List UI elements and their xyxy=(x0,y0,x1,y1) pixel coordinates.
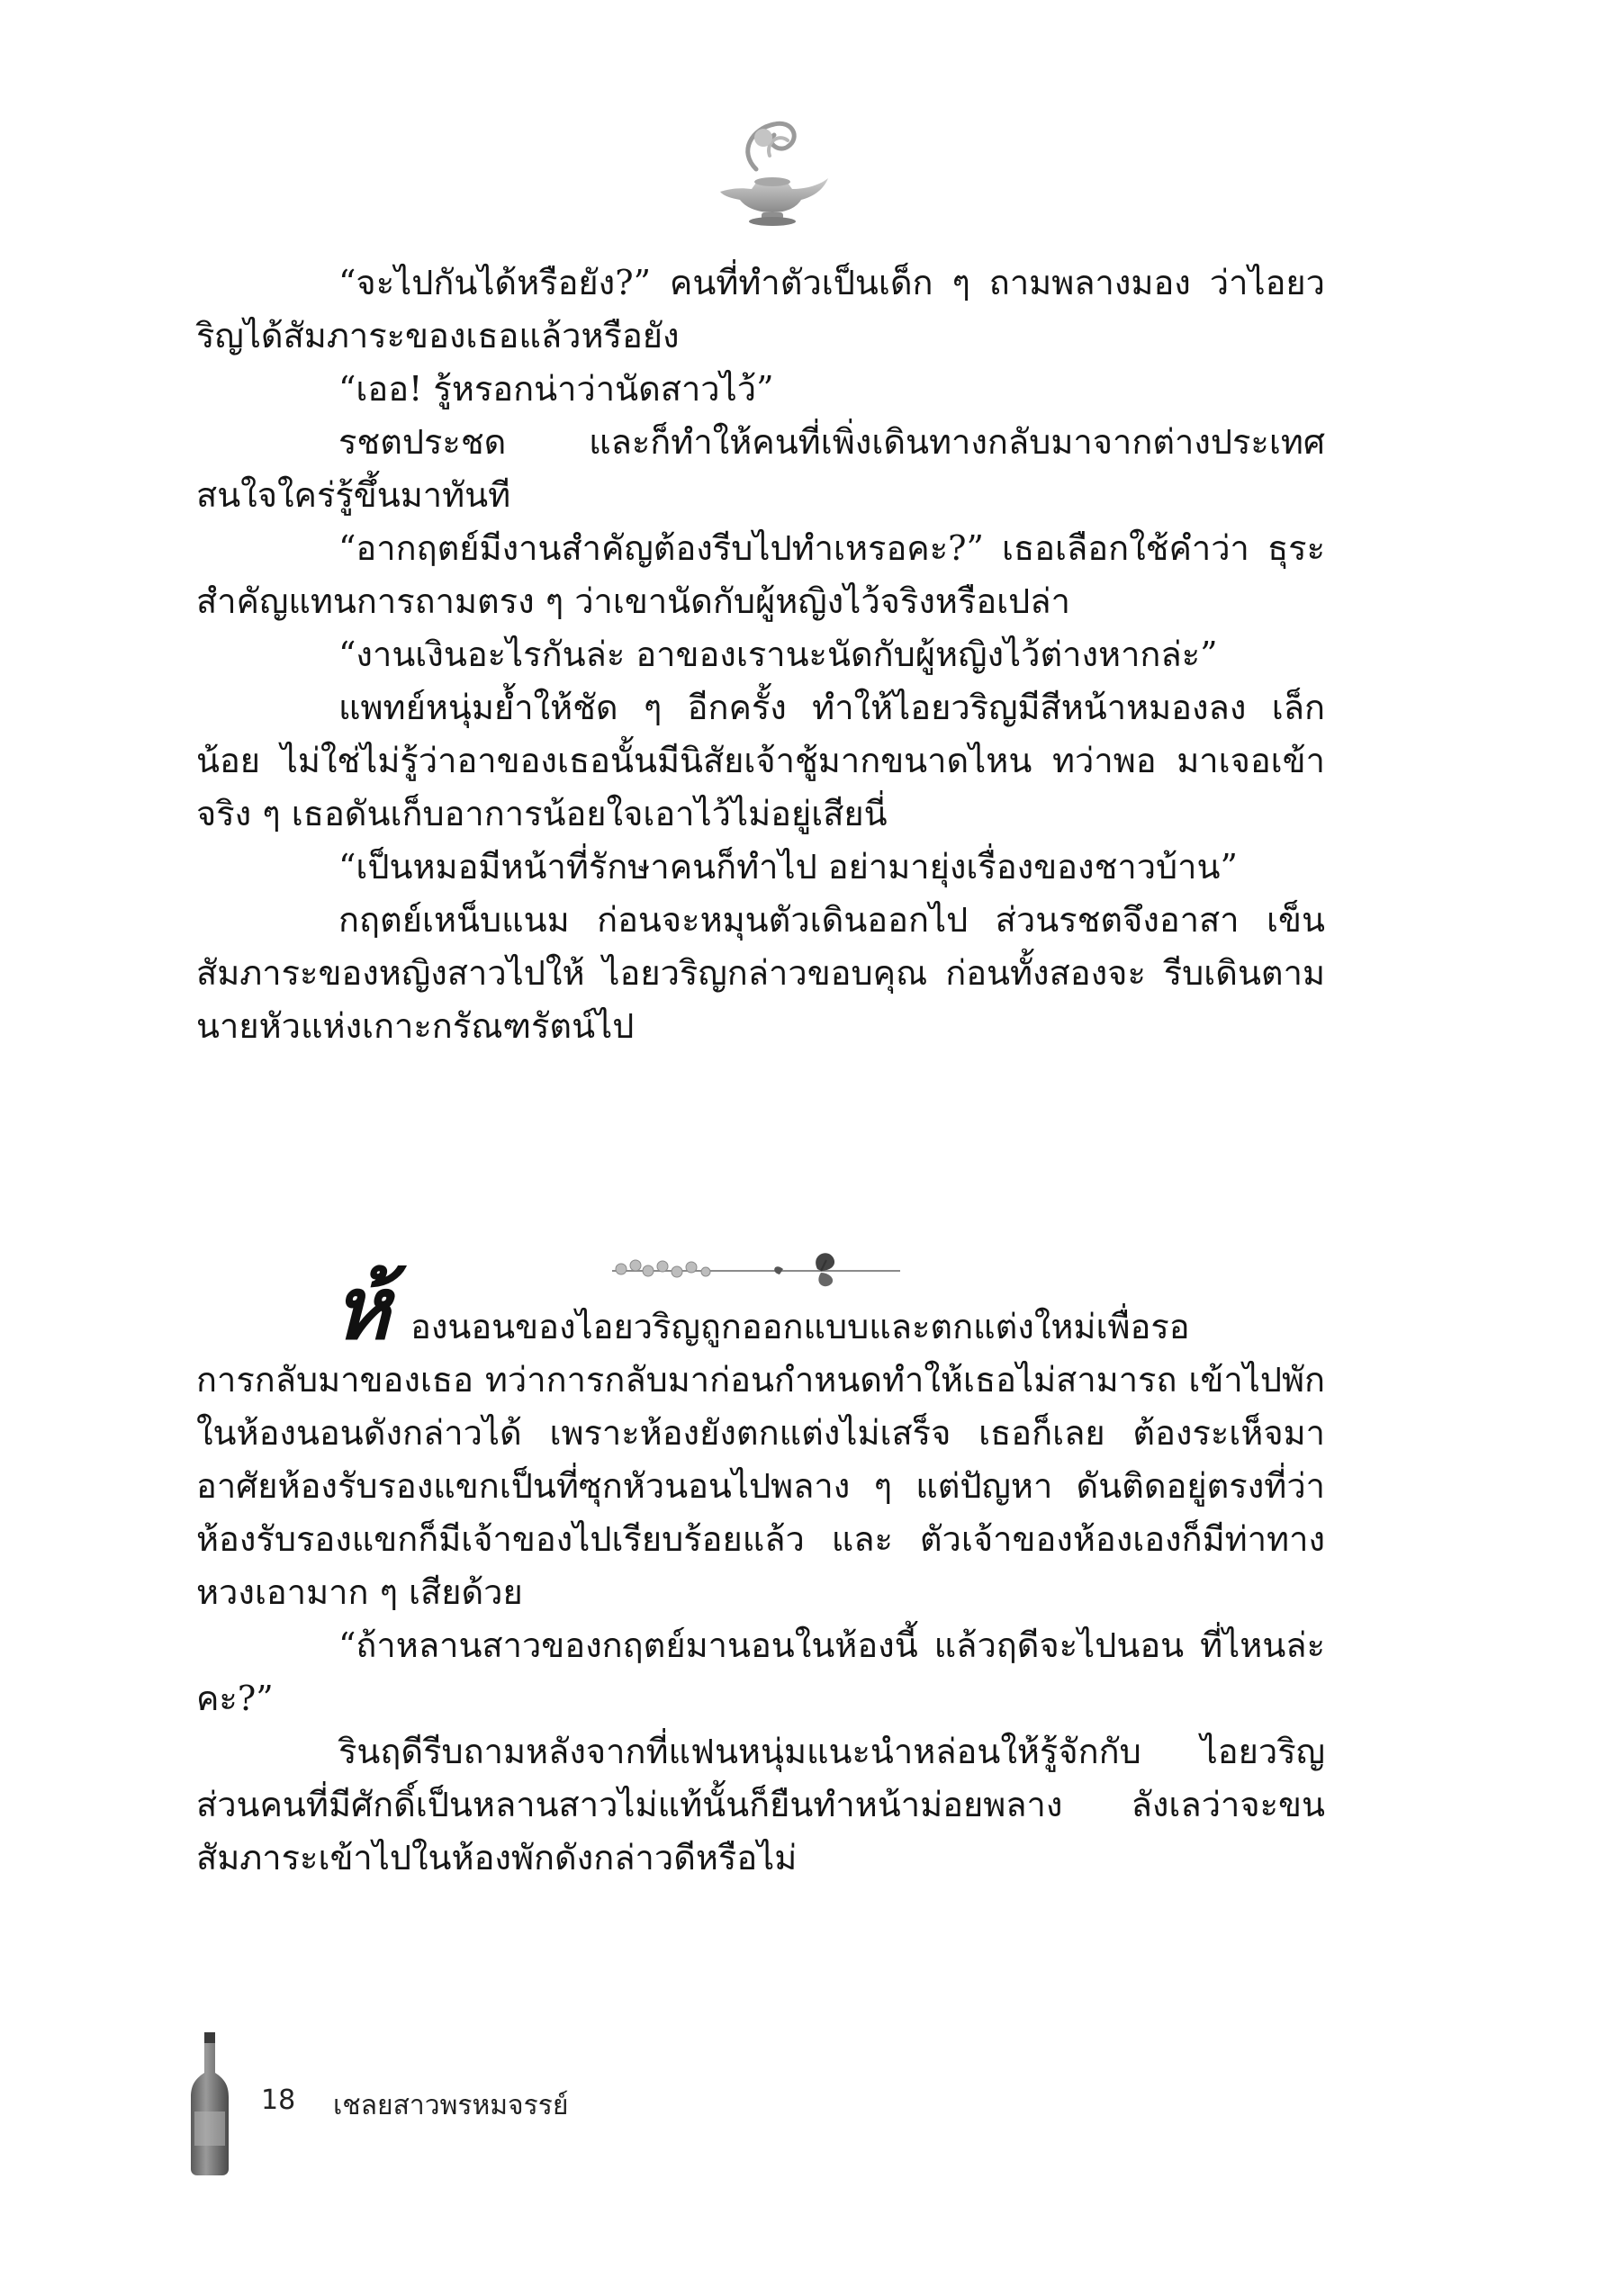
paragraph: แพทย์หนุ่มย้ำให้ชัด ๆ อีกครั้ง ทำให้ไอยวริญมีสีหน้าหมองลง เล็กน้อย ไม่ใช่ไม่รู้ว่าอาของเธอนั้นมีนิสัยเจ้าชู้มากขนาดไหน ทว่าพอ มาเจอเข้าจริง ๆ เธอดันเก็บอาการน้อยใจเอาไว้ไม่อยู่เสียนี่ xyxy=(196,688,1325,833)
drop-cap: ห้ xyxy=(333,1257,391,1359)
book-title: เชลยสาวพรหมจรรย์ xyxy=(333,2090,569,2121)
paragraph: “งานเงินอะไรกันล่ะ อาของเรานะนัดกับผู้หญิงไว้ต่างหากล่ะ” xyxy=(338,635,1218,674)
paragraph: การกลับมาของเธอ ทว่าการกลับมาก่อนกำหนดทำให้เธอไม่สามารถ เข้าไปพักในห้องนอนดังกล่าวได้ เพราะห้องยังตกแต่งไม่เสร็จ เธอก็เลย ต้องระเห็จมาอาศัยห้องรับรองแขกเป็นที่ซุกหัวนอนไปพลาง ๆ แต่ปัญหา ดันติดอยู่ตรงที่ว่าห้องรับรองแขกก็มีเจ้าของไปเรียบร้อยแล้ว และ ตัวเจ้าของห้องเองก็มีท่าทางหวงเอามาก ๆ เสียด้วย xyxy=(196,1360,1325,1612)
section-1 xyxy=(196,257,1325,1053)
paragraph: “อากฤตย์มีงานสำคัญต้องรีบไปทำเหรอคะ?” เธอเลือกใช้คำว่า ธุระสำคัญแทนการถามตรง ๆ ว่าเขานัดกับผู้หญิงไว้จริงหรือเปล่า xyxy=(196,528,1325,621)
paragraph: รินฤดีรีบถามหลังจากที่แฟนหนุ่มแนะนำหล่อนให้รู้จักกับ ไอยวริญ ส่วนคนที่มีศักดิ์เป็นหลานสาวไม่แท้นั้นก็ยืนทำหน้าม่อยพลาง ลังเลว่าจะขนสัมภาระเข้าไปในห้องพักดังกล่าวดีหรือไม่ xyxy=(196,1732,1325,1877)
wine-bottle-icon xyxy=(189,2032,230,2176)
section-2 xyxy=(196,1257,1325,1885)
first-line-text: องนอนของไอยวริญถูกออกแบบและตกแต่งใหม่เพื่อรอ xyxy=(410,1307,1190,1346)
paragraph: “เป็นหมอมีหน้าที่รักษาคนก็ทำไป อย่ามายุ่งเรื่องของชาวบ้าน” xyxy=(338,847,1238,887)
paragraph: กฤตย์เหน็บแนม ก่อนจะหมุนตัวเดินออกไป ส่วนรชตจึงอาสา เข็นสัมภาระของหญิงสาวไปให้ ไอยวริญกล่าวขอบคุณ ก่อนทั้งสองจะ รีบเดินตามนายหัวแห่งเกาะกรัณฑรัตน์ไป xyxy=(196,900,1325,1046)
page-footer xyxy=(189,2032,819,2176)
flower-butterfly-divider-icon xyxy=(594,1242,918,1296)
paragraph: “ถ้าหลานสาวของกฤตย์มานอนในห้องนี้ แล้วฤดีจะไปนอน ที่ไหนล่ะคะ?” xyxy=(196,1625,1325,1718)
genie-lamp-icon xyxy=(702,106,837,232)
paragraph: “จะไปกันได้หรือยัง?” คนที่ทำตัวเป็นเด็ก ๆ ถามพลางมอง ว่าไอยวริญได้สัมภาระของเธอแล้วหรือยัง xyxy=(196,263,1325,356)
page-number: 18 xyxy=(261,2084,296,2116)
dropcap-line xyxy=(196,1257,1325,1359)
paragraph: “เออ! รู้หรอกน่าว่านัดสาวไว้” xyxy=(338,369,774,409)
paragraph: รชตประชด และก็ทำให้คนที่เพิ่งเดินทางกลับมาจากต่างประเทศ สนใจใคร่รู้ขึ้นมาทันที xyxy=(196,422,1325,515)
